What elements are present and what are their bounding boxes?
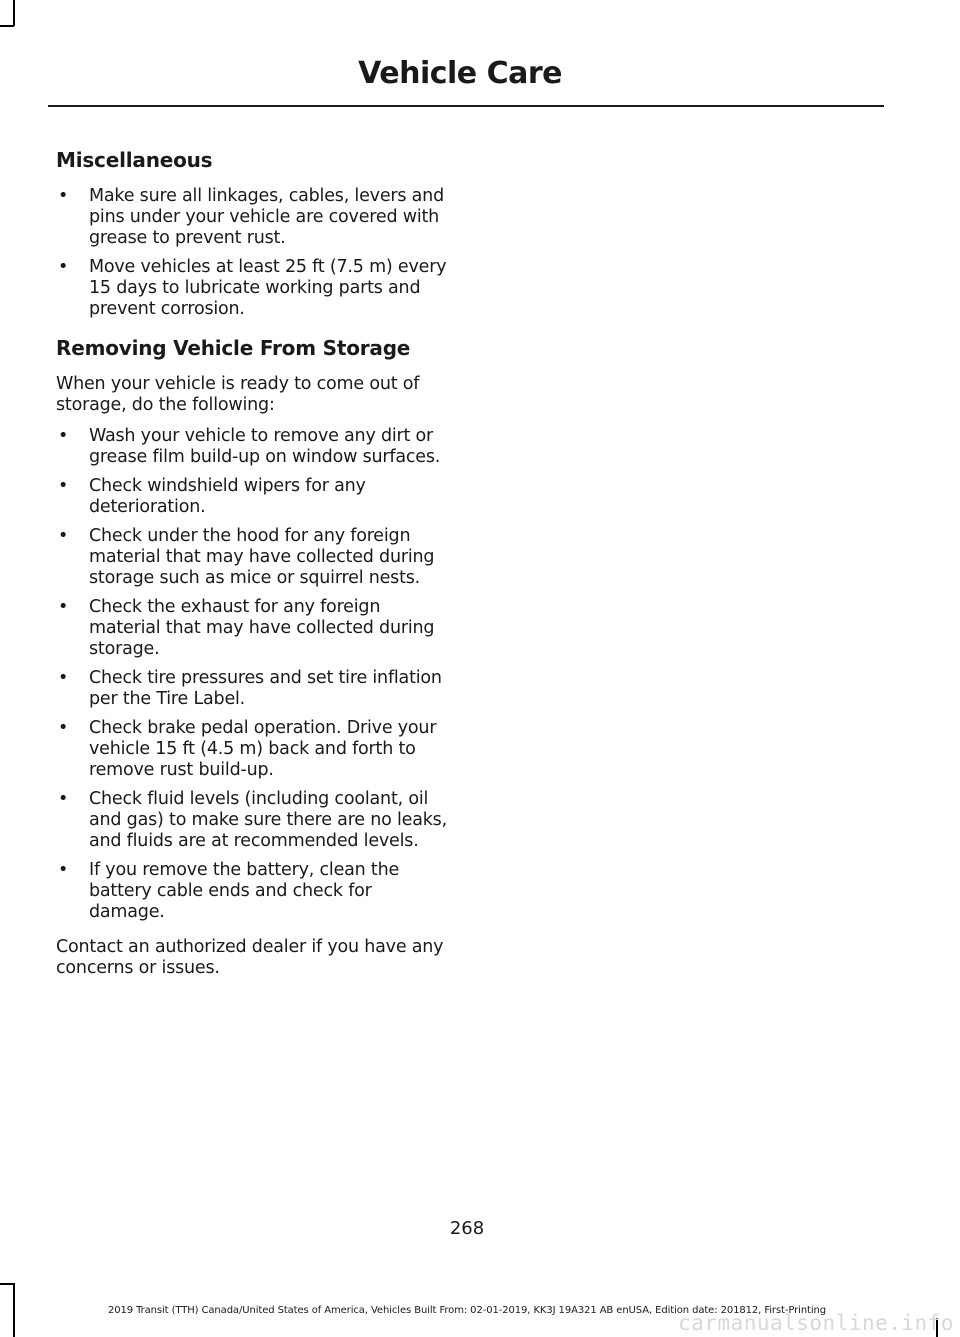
bullet-icon: • (58, 789, 69, 809)
crop-mark-top-left-horizontal (0, 25, 14, 27)
list-item-text: Check fluid levels (including coolant, oil and gas) to make sure there are no leaks, and fluids are at recommended levels. (89, 789, 447, 851)
watermark: carmanualsonline.info (677, 1311, 954, 1335)
list-item (56, 860, 452, 923)
list-item-text: Check under the hood for any foreign material that may have collected during storage such as mice or squirrel nests. (89, 526, 435, 588)
list-item-text: Check windshield wipers for any deterioration. (89, 476, 366, 517)
list-item (56, 426, 452, 468)
bullet-icon: • (58, 257, 69, 277)
bullet-icon: • (58, 186, 69, 206)
miscellaneous-bullet-list (56, 186, 452, 320)
section-heading-removing-vehicle-from-storage: Removing Vehicle From Storage (56, 336, 411, 360)
section-heading-miscellaneous: Miscellaneous (56, 148, 213, 172)
list-item (56, 718, 452, 781)
bullet-icon: • (58, 860, 69, 880)
page-header-title: Vehicle Care (358, 56, 562, 91)
list-item-text: Move vehicles at least 25 ft (7.5 m) every 15 days to lubricate working parts and prevent corrosion. (89, 257, 447, 319)
header-divider (48, 105, 884, 107)
list-item (56, 476, 452, 518)
list-item-text: Wash your vehicle to remove any dirt or grease film build-up on window surfaces. (89, 426, 441, 467)
intro-paragraph: When your vehicle is ready to come out of storage, do the following: (56, 374, 420, 415)
list-item (56, 186, 452, 249)
list-item-text: Check the exhaust for any foreign material that may have collected during storage. (89, 597, 435, 659)
edition-footer: 2019 Transit (TTH) Canada/United States of America, Vehicles Built From: 02-01-2019, KK3J 19A321 AB enUSA, Edition date: 201812, First-Printing (107, 1305, 827, 1316)
crop-mark-bottom-left-horizontal (0, 1283, 14, 1285)
bullet-icon: • (58, 718, 69, 738)
removing-storage-bullet-list (56, 426, 452, 923)
list-item-text: Check brake pedal operation. Drive your vehicle 15 ft (4.5 m) back and forth to remove rust build-up. (89, 718, 437, 780)
bullet-icon: • (58, 426, 69, 446)
list-item (56, 668, 452, 710)
bullet-icon: • (58, 668, 69, 688)
list-item-text: Make sure all linkages, cables, levers and pins under your vehicle are covered with grease to prevent rust. (89, 186, 444, 248)
bullet-icon: • (58, 476, 69, 496)
list-item (56, 789, 452, 852)
list-item (56, 526, 452, 589)
list-item-text: If you remove the battery, clean the battery cable ends and check for damage. (89, 860, 400, 922)
list-item (56, 257, 452, 320)
list-item-text: Check tire pressures and set tire inflation per the Tire Label. (89, 668, 442, 709)
bullet-icon: • (58, 597, 69, 617)
content-column (56, 146, 452, 989)
list-item (56, 597, 452, 660)
page-number: 268 (449, 1218, 485, 1239)
closing-paragraph: Contact an authorized dealer if you have any concerns or issues. (56, 937, 444, 978)
bullet-icon: • (58, 526, 69, 546)
crop-mark-top-left-vertical (13, 0, 15, 26)
